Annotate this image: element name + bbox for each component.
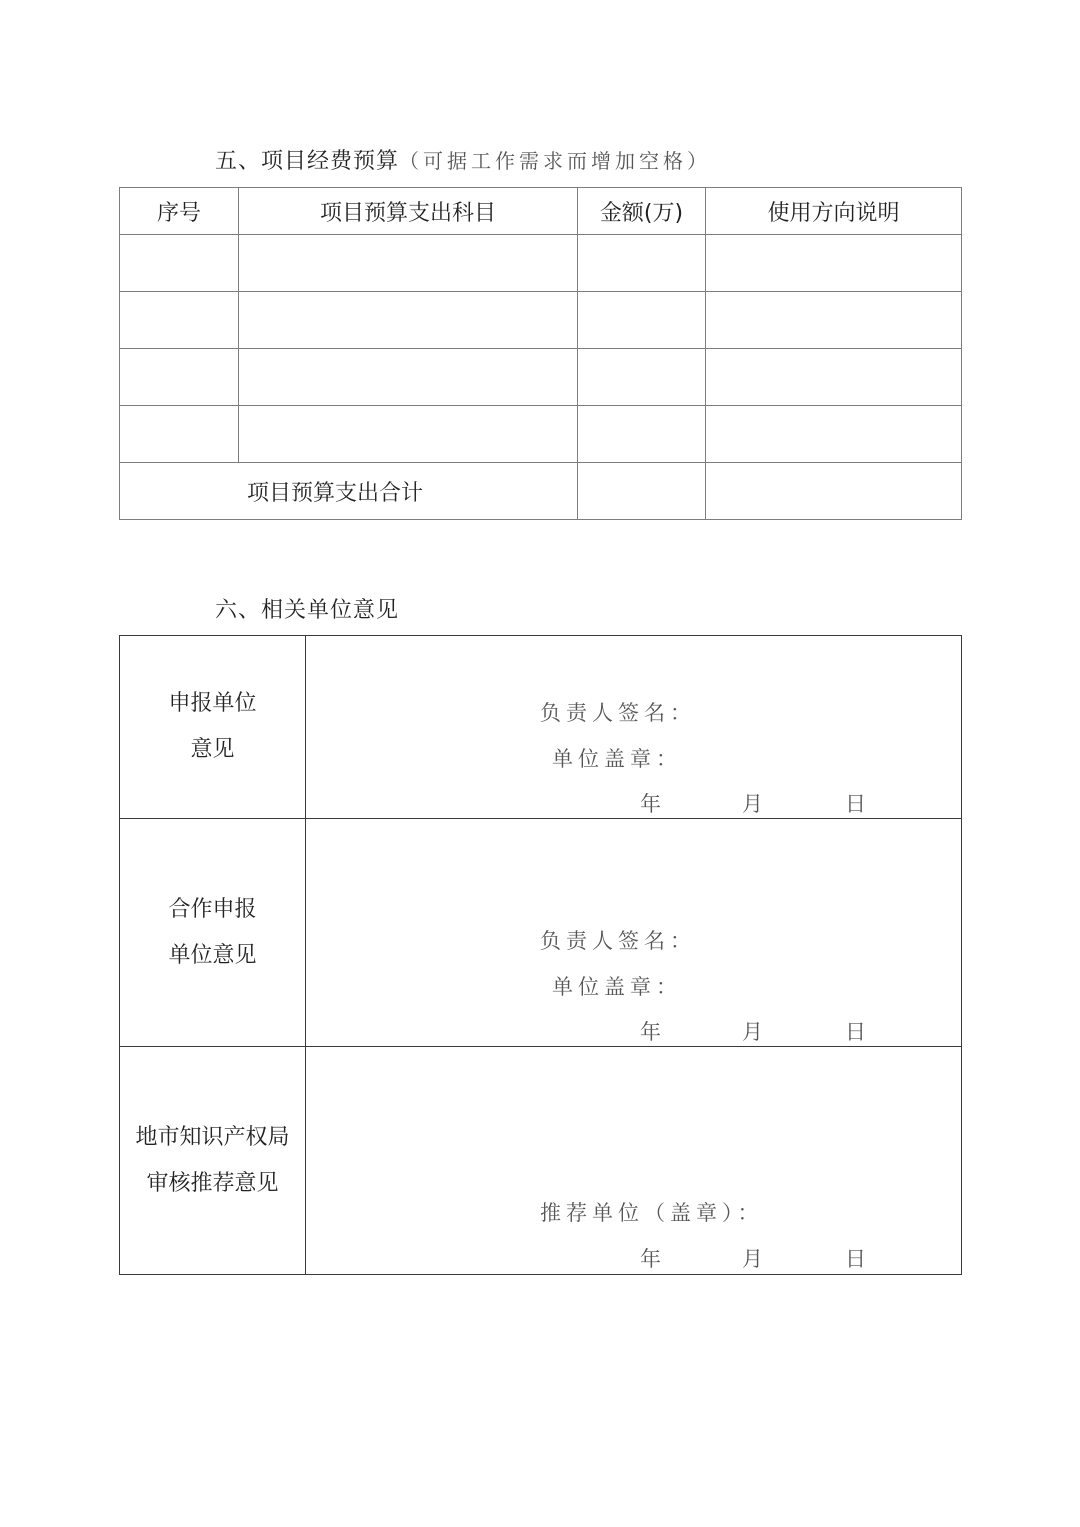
opinion-signature-area[interactable] xyxy=(306,1047,962,1275)
budget-cell-seq[interactable] xyxy=(120,235,239,292)
budget-table xyxy=(119,187,962,520)
budget-header-row xyxy=(120,188,962,235)
budget-row xyxy=(120,406,962,463)
signature-label: 负责人签名： xyxy=(540,701,696,725)
budget-total-amount[interactable] xyxy=(578,463,706,520)
opinion-signature-area[interactable] xyxy=(306,636,962,819)
section6-title: 六、相关单位意见 xyxy=(215,598,400,623)
budget-cell-item[interactable] xyxy=(239,349,578,406)
opinion-label-applicant xyxy=(120,636,306,819)
date-month-label: 月 xyxy=(742,792,763,816)
budget-row xyxy=(120,292,962,349)
seal-label: 单位盖章： xyxy=(552,747,682,771)
header-item: 项目预算支出科目 xyxy=(239,188,578,235)
opinion-signature-area[interactable] xyxy=(306,819,962,1047)
budget-cell-usage[interactable] xyxy=(706,349,962,406)
seal-label: 单位盖章： xyxy=(552,975,682,999)
header-usage: 使用方向说明 xyxy=(706,188,962,235)
budget-cell-usage[interactable] xyxy=(706,235,962,292)
date-day-label: 日 xyxy=(845,1247,866,1271)
opinion-label-line: 申报单位 xyxy=(168,691,257,716)
budget-cell-amount[interactable] xyxy=(578,292,706,349)
opinion-label-line: 审核推荐意见 xyxy=(146,1170,279,1196)
opinion-row-applicant xyxy=(120,636,962,819)
budget-cell-usage[interactable] xyxy=(706,406,962,463)
date-year-label: 年 xyxy=(640,1020,661,1044)
section5-title: 五、项目经费预算 xyxy=(215,149,400,174)
budget-cell-seq[interactable] xyxy=(120,406,239,463)
date-year-label: 年 xyxy=(640,792,661,816)
signature-label: 负责人签名： xyxy=(540,929,696,953)
budget-total-note[interactable] xyxy=(706,463,962,520)
opinion-label-line: 地市知识产权局 xyxy=(135,1124,290,1150)
opinion-table xyxy=(119,635,962,1275)
budget-total-row xyxy=(120,463,962,520)
opinion-row-partner xyxy=(120,819,962,1047)
opinion-row-bureau xyxy=(120,1047,962,1275)
recommend-seal-label: 推荐单位（盖章）： xyxy=(540,1201,764,1225)
date-day-label: 日 xyxy=(845,792,866,816)
budget-cell-amount[interactable] xyxy=(578,406,706,463)
opinion-label-line: 单位意见 xyxy=(168,942,257,968)
header-amount: 金额(万) xyxy=(578,188,706,235)
budget-total-label: 项目预算支出合计 xyxy=(120,463,578,520)
opinion-label-line: 意见 xyxy=(190,737,235,762)
opinion-label-bureau xyxy=(120,1047,306,1275)
budget-cell-item[interactable] xyxy=(239,235,578,292)
budget-cell-amount[interactable] xyxy=(578,235,706,292)
date-month-label: 月 xyxy=(742,1020,763,1044)
opinion-label-partner xyxy=(120,819,306,1047)
budget-cell-seq[interactable] xyxy=(120,349,239,406)
opinion-label-line: 合作申报 xyxy=(168,896,257,922)
budget-cell-item[interactable] xyxy=(239,292,578,349)
date-month-label: 月 xyxy=(742,1247,763,1271)
date-day-label: 日 xyxy=(845,1020,866,1044)
budget-cell-usage[interactable] xyxy=(706,292,962,349)
section5-note: （可据工作需求而增加空格） xyxy=(399,149,712,173)
budget-row xyxy=(120,235,962,292)
date-year-label: 年 xyxy=(640,1247,661,1271)
budget-cell-seq[interactable] xyxy=(120,292,239,349)
budget-cell-amount[interactable] xyxy=(578,349,706,406)
budget-cell-item[interactable] xyxy=(239,406,578,463)
section5-heading xyxy=(215,144,711,175)
header-seq: 序号 xyxy=(120,188,239,235)
budget-row xyxy=(120,349,962,406)
